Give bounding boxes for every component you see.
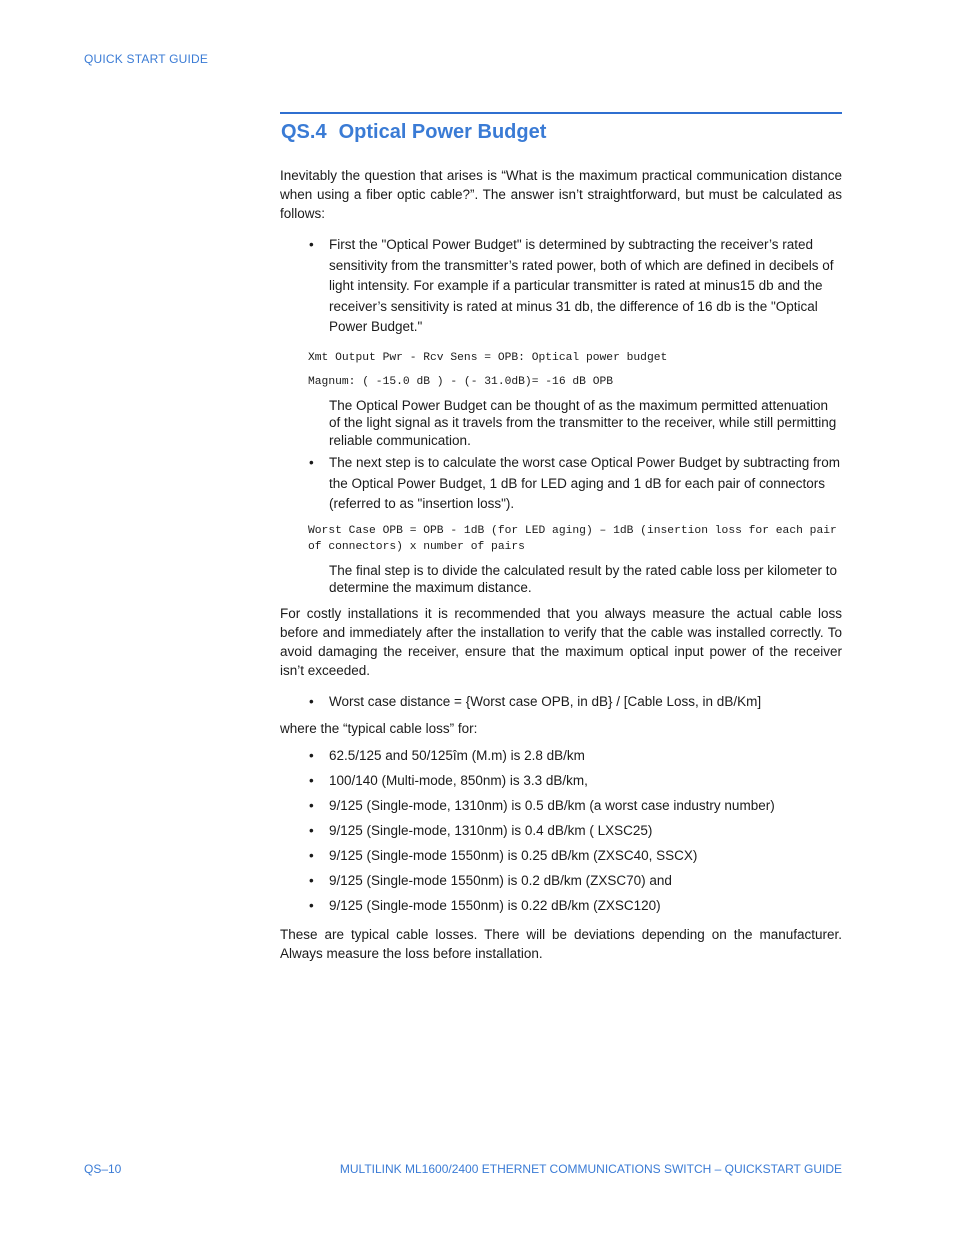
- list-item: [309, 871, 842, 890]
- opb-note: The Optical Power Budget can be thought of as the maximum permitted attenuation of the light signal as it travels from the transmitter to the receiver, while still permitting reliable communication.: [329, 397, 837, 448]
- footer-doc-title: MULTILINK ML1600/2400 ETHERNET COMMUNICATIONS SWITCH – QUICKSTART GUIDE: [339, 1162, 842, 1176]
- bullet-glyph: •: [309, 872, 314, 888]
- list-item-text: The next step is to calculate the worst case Optical Power Budget by subtracting from the Optical Power Budget, 1 dB for LED aging and 1 dB for each pair of connectors (referred to as "insertion loss").: [329, 455, 840, 511]
- list-item-text: 9/125 (Single-mode 1550nm) is 0.2 dB/km (ZXSC70) and: [329, 872, 672, 888]
- final-step-note: The final step is to divide the calculated result by the rated cable loss per kilometer to determine the maximum distance.: [329, 562, 838, 595]
- bullet-glyph: •: [309, 693, 314, 709]
- code-line-worst-case: Worst Case OPB = OPB - 1dB (for LED aging) – 1dB (insertion loss for each pair of connectors) x number of pairs: [308, 524, 844, 553]
- bullet-glyph: •: [309, 797, 314, 813]
- bullet-glyph: •: [309, 822, 314, 838]
- list-item: [309, 235, 842, 338]
- list-item-text: 9/125 (Single-mode, 1310nm) is 0.4 dB/km ( LXSC25): [329, 822, 653, 838]
- closing-paragraph: These are typical cable losses. There will be deviations depending on the manufacturer. Always measure the loss before installation.: [280, 926, 842, 961]
- bullet-glyph: •: [309, 847, 314, 863]
- list-item: [309, 453, 842, 515]
- bullet-glyph: •: [309, 897, 314, 913]
- list-item: [309, 896, 842, 915]
- cable-loss-list: [280, 746, 842, 915]
- list-item-text: 9/125 (Single-mode 1550nm) is 0.25 dB/km (ZXSC40, SSCX): [329, 847, 698, 863]
- page-number: QS–10: [84, 1162, 122, 1176]
- step-list-1: [280, 235, 842, 338]
- bullet-glyph: •: [309, 455, 314, 470]
- list-item: [309, 746, 842, 765]
- where-paragraph: where the “typical cable loss” for:: [280, 720, 478, 736]
- list-item: [309, 796, 842, 815]
- section-number: QS.4: [281, 121, 327, 143]
- list-item: [309, 692, 842, 711]
- list-item-text: 100/140 (Multi-mode, 850nm) is 3.3 dB/km,: [329, 772, 588, 788]
- section-heading: [281, 121, 546, 144]
- list-item-text: 9/125 (Single-mode, 1310nm) is 0.5 dB/km (a worst case industry number): [329, 797, 775, 813]
- intro-paragraph: Inevitably the question that arises is “What is the maximum practical communication distance when using a fiber optic cable?”. The answer isn’t straightforward, but must be calculated as follows:: [280, 168, 842, 221]
- bullet-glyph: •: [309, 237, 314, 252]
- costly-paragraph: For costly installations it is recommended that you always measure the actual cable loss before and immediately after the installation to verify that the cable was installed correctly. To avoid damaging the receiver, ensure that the maximum optical input power of the receiver isn’t exceeded.: [280, 605, 842, 678]
- code-line-magnum: Magnum: ( -15.0 dB ) - (- 31.0dB)= -16 dB OPB: [308, 375, 614, 388]
- formula-list: [280, 692, 842, 711]
- list-item: [309, 821, 842, 840]
- code-line-opb: Xmt Output Pwr - Rcv Sens = OPB: Optical power budget: [308, 351, 668, 364]
- step-list-2: [280, 453, 842, 515]
- list-item-text: Worst case distance = {Worst case OPB, in dB} / [Cable Loss, in dB/Km]: [329, 693, 762, 709]
- list-item-text: 9/125 (Single-mode 1550nm) is 0.22 dB/km (ZXSC120): [329, 897, 661, 913]
- bullet-glyph: •: [309, 772, 314, 788]
- list-item-text: First the "Optical Power Budget" is determined by subtracting the receiver’s rated sensitivity from the transmitter’s rated power, both of which are defined in decibels of light intensity. For example if a particular transmitter is rated at minus15 db and the receiver’s sensitivity is rated at minus 31 db, the difference of 16 db is the "Optical Power Budget.": [329, 237, 834, 334]
- list-item-text: 62.5/125 and 50/125îm (M.m) is 2.8 dB/km: [329, 747, 585, 763]
- running-header: QUICK START GUIDE: [84, 52, 209, 66]
- body-content: [280, 166, 842, 975]
- section-rule: [280, 112, 842, 114]
- bullet-glyph: •: [309, 747, 314, 763]
- list-item: [309, 771, 842, 790]
- list-item: [309, 846, 842, 865]
- section-title: Optical Power Budget: [338, 121, 547, 143]
